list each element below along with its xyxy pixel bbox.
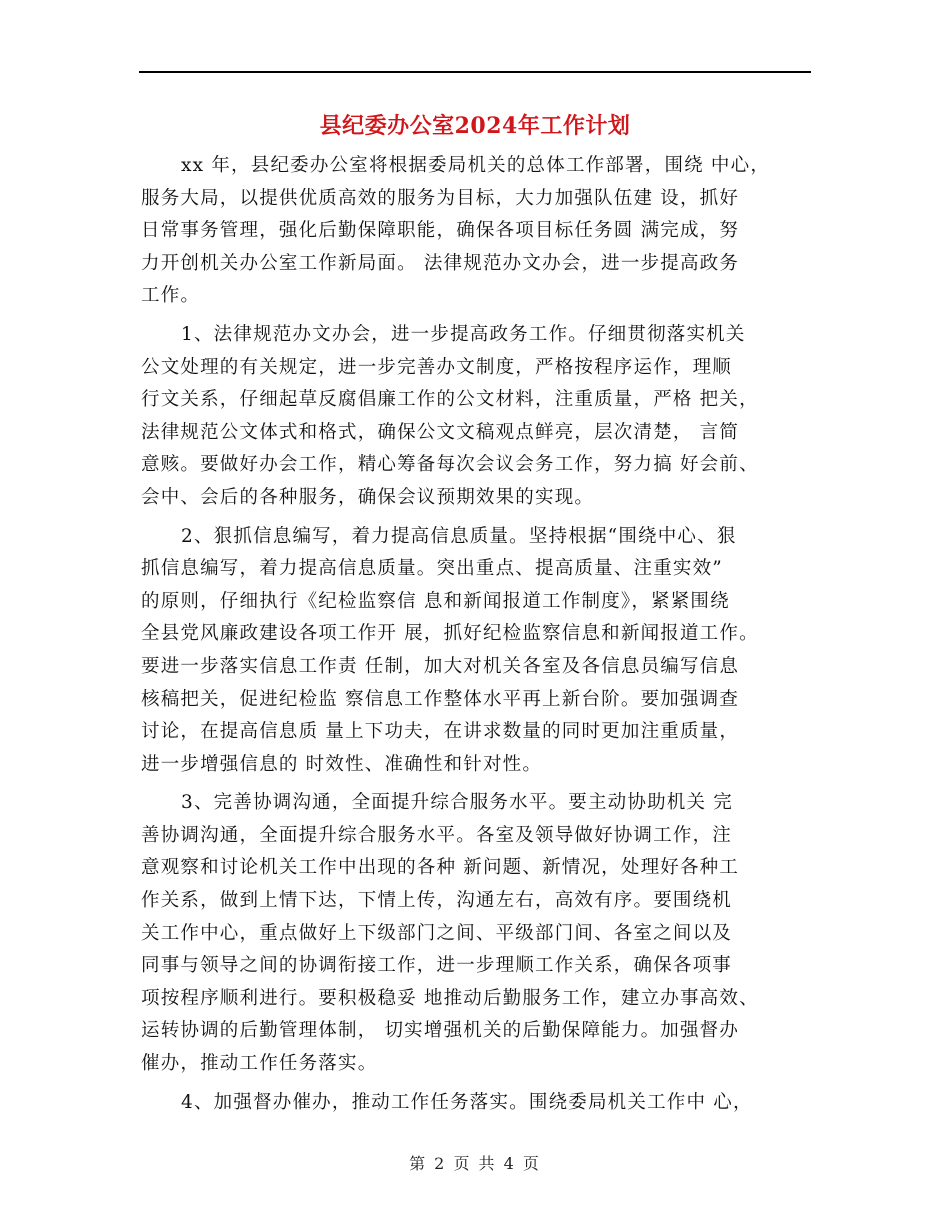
text-line: 4、加强督办催办，推动工作任务落实。围绕委局机关工作中 心， [181, 1091, 753, 1113]
text-line: 要进一步落实信息工作责 任制，加大对机关各室及各信息员编写信息 [141, 655, 740, 677]
paragraph-intro [141, 150, 813, 313]
page-number: 第 2 页 共 4 页 [409, 1154, 541, 1173]
text-line: 公文处理的有关规定，进一步完善办文制度，严格按程序运作，理顺 [141, 356, 733, 378]
text-line: 运转协调的后勤管理体制， 切实增强机关的后勤保障能力。加强督办 [141, 1020, 740, 1042]
text-line: 意观察和讨论机关工作中出现的各种 新问题、新情况，处理好各种工 [141, 857, 740, 879]
text-line: 讨论，在提高信息质 量上下功夫，在讲求数量的同时更加注重质量， [141, 721, 740, 743]
paragraph-section-1 [141, 319, 813, 515]
text-line: 法律规范公文体式和格式，确保公文文稿观点鲜亮，层次清楚， 言简 [141, 421, 740, 443]
text-line: 2、狠抓信息编写，着力提高信息质量。坚持根据“围绕中心、狠 [181, 525, 737, 547]
text-line: 抓信息编写，着力提高信息质量。突出重点、提高质量、注重实效” [141, 558, 723, 580]
text-line: 全县党风廉政建设各项工作开 展，抓好纪检监察信息和新闻报道工作。 [141, 623, 759, 645]
paragraph-section-2 [141, 521, 813, 782]
text-line: 项按程序顺利进行。要积极稳妥 地推动后勤服务工作，建立办事高效、 [141, 987, 759, 1009]
text-line: 会中、会后的各种服务，确保会议预期效果的实现。 [141, 486, 595, 508]
text-line: 日常事务管理，强化后勤保障职能，确保各项目标任务圆 满完成，努 [141, 220, 740, 242]
text-line: 工作。 [141, 285, 201, 307]
text-line: 行文关系，仔细起草反腐倡廉工作的公文材料，注重质量，严格 把关， [141, 389, 759, 411]
text-line: 同事与领导之间的协调衔接工作，进一步理顺工作关系，确保各项事 [141, 955, 733, 977]
text-line: 进一步增强信息的 时效性、准确性和针对性。 [141, 753, 543, 775]
text-line: 的原则，仔细执行《纪检监察信 息和新闻报道工作制度》，紧紧围绕 [141, 590, 730, 612]
document-title: 县纪委办公室2024年工作计划 [319, 113, 631, 139]
text-line: 意赅。要做好办会工作，精心筹备每次会议会务工作，努力搞 好会前、 [141, 454, 759, 476]
text-line: 作关系，做到上情下达，下情上传，沟通左右，高效有序。要围绕机 [141, 890, 733, 912]
text-line: xx 年，县纪委办公室将根据委局机关的总体工作部署，围绕 中心， [181, 155, 771, 176]
text-line: 善协调沟通，全面提升综合服务水平。各室及领导做好协调工作，注 [141, 824, 733, 846]
text-line: 力开创机关办公室工作新局面。 法律规范办文办会，进一步提高政务 [141, 252, 740, 274]
document-body [141, 150, 813, 1125]
paragraph-section-4 [141, 1087, 813, 1120]
text-line: 1、法律规范办文办会，进一步提高政务工作。仔细贯彻落实机关 [181, 323, 746, 345]
text-line: 3、完善协调沟通，全面提升综合服务水平。要主动协助机关 完 [181, 792, 733, 814]
paragraph-section-3 [141, 787, 813, 1080]
header-rule [139, 71, 811, 73]
text-line: 核稿把关，促进纪检监 察信息工作整体水平再上新台阶。要加强调查 [141, 688, 740, 710]
text-line: 催办，推动工作任务落实。 [141, 1053, 378, 1075]
text-line: 关工作中心，重点做好上下级部门之间、平级部门间、各室之间以及 [141, 922, 733, 944]
text-line: 服务大局，以提供优质高效的服务为目标，大力加强队伍建 设，抓好 [141, 187, 740, 209]
